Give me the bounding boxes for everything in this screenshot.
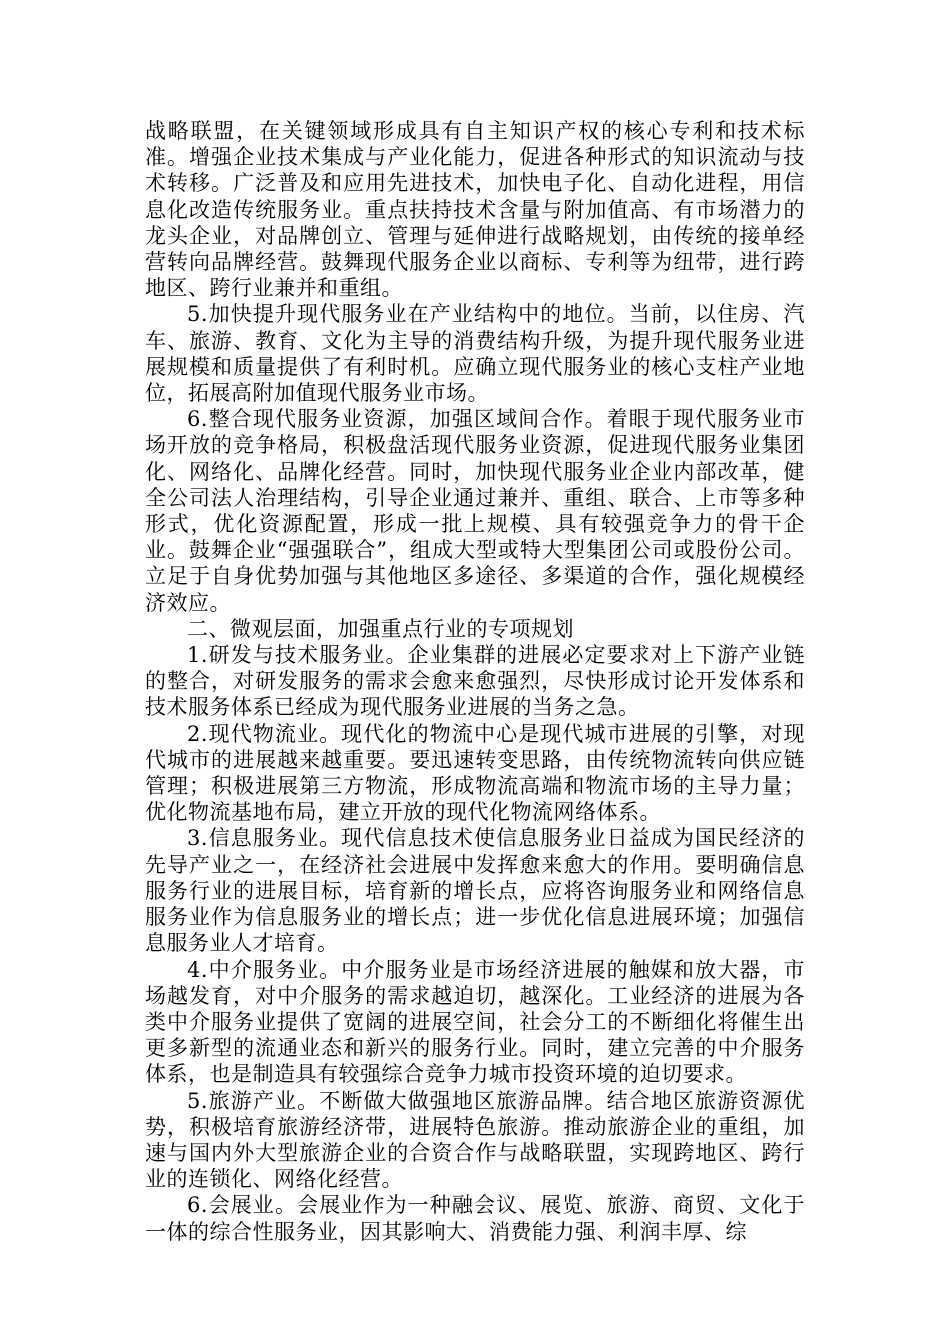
paragraph-3: 6.整合现代服务业资源，加强区域间合作。着眼于现代服务业市场开放的竞争格局，积极盘活现代服务业资源，促进现代服务业集团化、网络化、品牌化经营。同时，加快现代服务业企业内部改革，健全公司法人治理结构，引导企业通过兼并、重组、联合、上市等多种形式，优化资源配置，形成一批上规模、具有较强竞争力的骨干企业。鼓舞企业“强强联合”，组成大型或特大型集团公司或股份公司。立足于自身优势加强与其他地区多途径、多渠道的合作，强化规模经济效应。 bbox=[145, 407, 805, 615]
paragraph-2: 5.加快提升现代服务业在产业结构中的地位。当前，以住房、汽车、旅游、教育、文化为主导的消费结构升级，为提升现代服务业进展规模和质量提供了有利时机。应确立现代服务业的核心支柱产业地位，拓展高附加值现代服务业市场。 bbox=[145, 302, 805, 406]
document-body bbox=[145, 118, 805, 1245]
section-heading: 二、微观层面，加强重点行业的专项规划 bbox=[187, 616, 574, 641]
paragraph-5: 1.研发与技术服务业。企业集群的进展必定要求对上下游产业链的整合，对研发服务的需求会愈来愈强烈，尽快形成讨论开发体系和技术服务体系已经成为现代服务业进展的当务之急。 bbox=[145, 643, 805, 720]
paragraph-9: 5.旅游产业。不断做大做强地区旅游品牌。结合地区旅游资源优势，积极培育旅游经济带，进展特色旅游。推动旅游企业的重组，加速与国内外大型旅游企业的合资合作与战略联盟，实现跨地区、跨行业的连锁化、网络化经营。 bbox=[145, 1088, 805, 1192]
paragraph-1: 战略联盟，在关键领域形成具有自主知识产权的核心专利和技术标准。增强企业技术集成与产业化能力，促进各种形式的知识流动与技术转移。广泛普及和应用先进技术，加快电子化、自动化进程，用信息化改造传统服务业。重点扶持技术含量与附加值高、有市场潜力的龙头企业，对品牌创立、管理与延伸进行战略规划，由传统的接单经营转向品牌经营。鼓舞现代服务企业以商标、专利等为纽带，进行跨地区、跨行业兼并和重组。 bbox=[145, 119, 805, 301]
paragraph-8: 4.中介服务业。中介服务业是市场经济进展的触媒和放大器，市场越发育，对中介服务的需求越迫切，越深化。工业经济的进展为各类中介服务业提供了宽阔的进展空间，社会分工的不断细化将催生出更多新型的流通业态和新兴的服务行业。同时，建立完善的中介服务体系，也是制造具有较强综合竞争力城市投资环境的迫切要求。 bbox=[145, 957, 805, 1087]
paragraph-7: 3.信息服务业。现代信息技术使信息服务业日益成为国民经济的先导产业之一，在经济社会进展中发挥愈来愈大的作用。要明确信息服务行业的进展目标，培育新的增长点，应将咨询服务业和网络信息服务业作为信息服务业的增长点；进一步优化信息进展环境；加强信息服务业人才培育。 bbox=[145, 826, 805, 956]
paragraph-10: 6.会展业。会展业作为一种融会议、展览、旅游、商贸、文化于一体的综合性服务业，因其影响大、消费能力强、利润丰厚、综 bbox=[145, 1193, 805, 1244]
paragraph-6: 2.现代物流业。现代化的物流中心是现代城市进展的引擎，对现代城市的进展越来越重要。要迅速转变思路，由传统物流转向供应链管理；积极进展第三方物流，形成物流高端和物流市场的主导力量；优化物流基地布局，建立开放的现代化物流网络体系。 bbox=[145, 721, 805, 825]
